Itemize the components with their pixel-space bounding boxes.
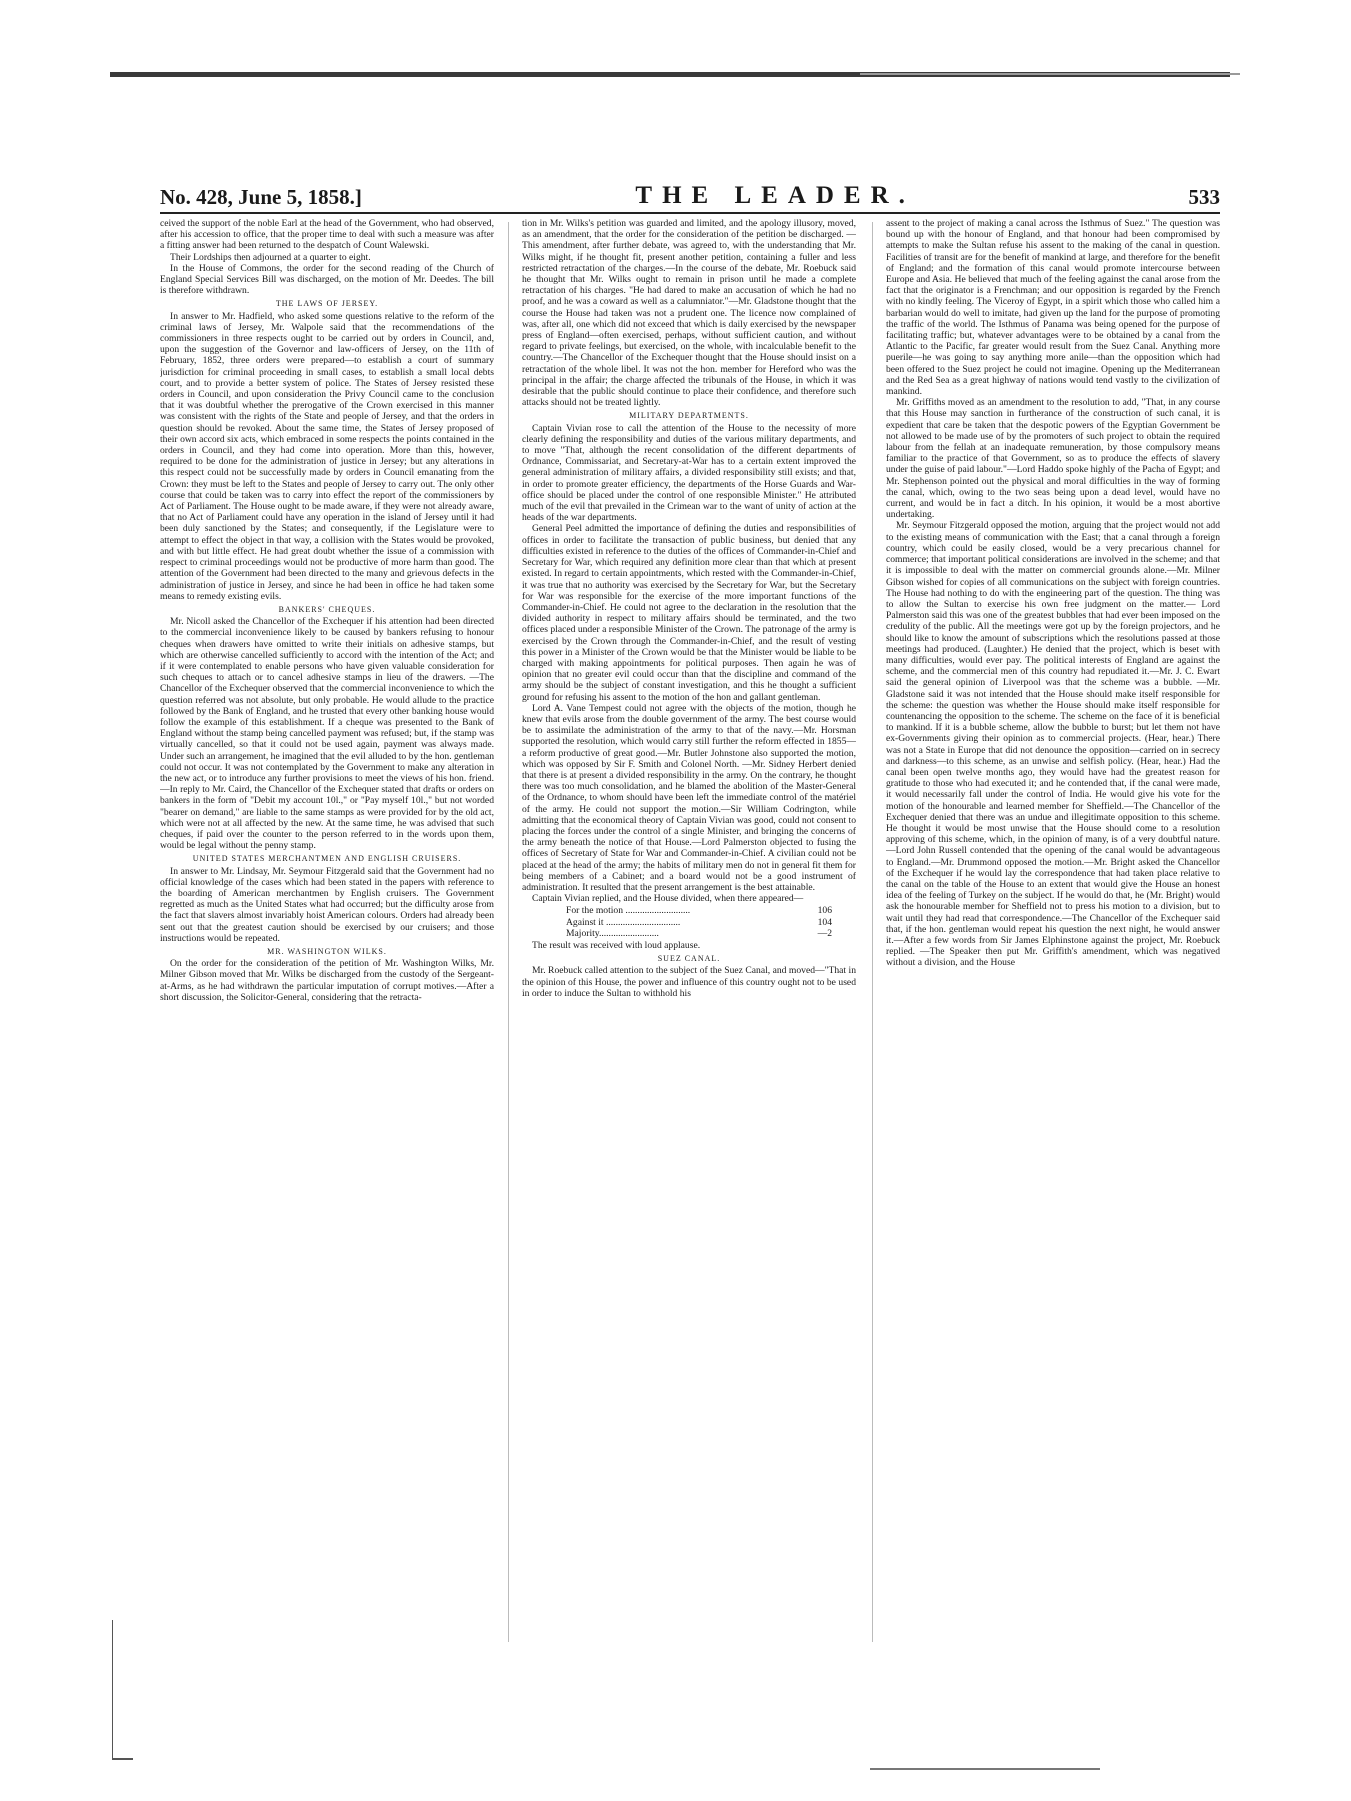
paragraph: In answer to Mr. Hadfield, who asked some questions relative to the reform of the criminal laws of Jersey, Mr. Walpole said that the recommendations of the commissioners in three respects ought to be carried out by orders in Council, and, upon the suggestion of the Governor and law-officers of Jersey, on the 11th of February, 1852, three orders were prepared—to establish a court of summary jurisdiction for criminal proceeding in small cases, to establish a small local debts court, and to provide a better system of police. The States of Jersey resisted these orders in Council, and upon consideration the Privy Council came to the conclusion that it was doubtful whether the prerogative of the Crown exercised in this manner was consistent with the rights of the State and people of Jersey, and that the orders in question should be revoked. About the same time, the States of Jersey proposed of their own accord six acts, which embraced in some respects the points contained in the orders in Council, and they had come into operation. More than this, however, required to be done for the administration of justice in Jersey; but any alterations in this respect could not be successfully made by orders in Council emanating from the Crown: they must be left to the States and people of Jersey to carry out. The only other course that could be taken was to carry into effect the report of the commissioners by Act of Parliament. The House ought to be made aware, if they were not already aware, that no Act of Parliament could have any operation in the island of Jersey until it had been duly sanctioned by the States; and consequently, if the Legislature were to attempt to effect the object in that way, a collision with the States would be provoked, and with but little effect. He had great doubt whether the issue of a commission with respect to criminal proceedings would not be productive of more harm than good. The attention of the Government had been directed to the many and grievous defects in the administration of justice in Jersey, and since he had been in office he had taken some means to remedy existing evils.	[160, 310, 494, 602]
column-divider	[872, 222, 873, 1642]
section-heading-washington-wilks: MR. WASHINGTON WILKS.	[267, 947, 387, 956]
vote-count: 104	[817, 916, 832, 928]
page-header	[160, 178, 1220, 210]
vote-count: 106	[817, 905, 832, 917]
column-1	[160, 218, 494, 1658]
division-table	[522, 905, 856, 939]
paragraph: Mr. Seymour Fitzgerald opposed the motion, arguing that the project would not add to the existing means of communication with the East; that a canal through a foreign country, which could be easily closed, would be a very precarious channel for commerce; that important political considerations are involved in the scheme; and that it is impossible to deal with the matter on commercial grounds alone.—Mr. Milner Gibson wished for copies of all communications on the subject with foreign countries. The House had nothing to do with the engineering part of the question. The thing was to allow the Sultan to exercise his own free judgment on the matter.— Lord Palmerston said this was one of the greatest bubbles that had ever been imposed on the credulity of the public. All the meetings were got up by the foreign projectors, and he should like to know the amount of subscriptions which the resolutions passed at those meetings had produced. (Laughter.) He denied that the project, which is beset with many difficulties, would ever pay. The political interests of England are against the scheme, and the commercial men of this country had repudiated it.—Mr. J. C. Ewart said the general opinion of Liverpool was that the scheme was a bubble. —Mr. Gladstone said it was not intended that the House should make itself responsible for the scheme: the question was whether the House should make itself responsible for countenancing the opposition to the scheme. The scheme on the face of it is beneficial to mankind. If it is a bubble scheme, allow the bubble to burst; but let them not have ex-Governments giving their opinion as to commercial projects. (Hear, hear.) There was not a State in Europe that did not denounce the opposition—carried on in secrecy and darkness—to this scheme, as an unwise and selfish policy. (Hear, hear.) Had the canal been open twelve months ago, they would have had the greatest reason for gratitude to those who had executed it; and he contended that, if the canal were made, it would necessarily fall under the control of India. He would give his vote for the motion of the honourable and learned member for Sheffield.—The Chancellor of the Exchequer denied that there was an undue and illegitimate opposition to this scheme. He thought it would be most unwise that the House should come to a resolution approving of this scheme, which, in the opinion of many, is of a very doubtful nature.—Lord John Russell contended that the opening of the canal would be advantageous to England.—Mr. Drummond opposed the motion.—Mr. Bright asked the Chancellor of the Exchequer if he would lay the correspondence that had taken place relative to the canal on the table of the House to an extent that would give the House an honest idea of the feeling of Turkey on the subject. If he would do that, he (Mr. Bright) would ask the honourable member for Sheffield not to press his motion to a division, but to wait until they had read that correspondence.—The Chancellor of the Exchequer said that, if the hon. gentleman would repeat his question the next night, he would answer it.—After a few words from Sir James Elphinstone against the project, Mr. Roebuck replied. —The Speaker then put Mr. Griffith's amendment, which was negatived without a division, and the House	[886, 520, 1220, 969]
paragraph: assent to the project of making a canal across the Isthmus of Suez." The question was bound up with the honour of England, and that honour had been compromised by attempts to make the Sultan refuse his assent to the making of the canal in question. Facilities of transit are for the benefit of mankind at large, and therefore for the benefit of England; and the formation of this canal would promote intercourse between Europe and Asia. He believed that much of the feeling against the canal arose from the fact that the originator is a Frenchman; and our opposition is regarded by the French with no kindly feeling. The Viceroy of Egypt, in a spirit which those who called him a barbarian would do well to imitate, had given up the land for the purpose of promoting the traffic of the world. The Isthmus of Panama was being opened for the purpose of facilitating traffic; but, whatever advantages were to be obtained by a canal from the Atlantic to the Pacific, far greater would result from the Suez Canal. Anything more puerile—he was going to say anything more anile—than the opposition which had been offered to the Suez project he could not imagine. Opening up the Mediterranean and the Red Sea as a great highway of nations would tend vastly to the civilization of mankind.	[886, 218, 1220, 398]
paragraph: Mr. Roebuck called attention to the subject of the Suez Canal, and moved—"That in the opinion of this House, the power and influence of this country ought not to be used in order to induce the Sultan to withhold his	[522, 965, 856, 999]
page-number: 533	[1188, 185, 1220, 209]
paragraph: Captain Vivian rose to call the attention of the House to the necessity of more clearly defining the responsibility and duties of the various military departments, and to move "That, although the recent consolidation of the different departments of Ordnance, Commissariat, and Secretary-at-War has to a certain extent improved the general administration of military affairs, a divided responsibility still exists; and that, in order to promote greater efficiency, the departments of the Horse Guards and War-office should be placed under the control of one responsible Minister." He attributed much of the evil that prevailed in the Crimean war to the want of unity of action at the heads of the war departments.	[522, 422, 856, 524]
vote-label: Majority.........................	[566, 927, 659, 939]
article-columns	[160, 218, 1220, 1658]
paragraph: In the House of Commons, the order for the second reading of the Church of England Special Services Bill was discharged, on the motion of Mr. Deedes. The bill is therefore withdrawn.	[160, 262, 494, 297]
top-rule-secondary	[860, 73, 1240, 75]
vote-row-for	[522, 905, 856, 916]
masthead-title: THE LEADER.	[635, 182, 915, 209]
vote-count: —2	[817, 927, 832, 939]
section-heading-laws-of-jersey: THE LAWS OF JERSEY.	[275, 299, 379, 309]
paragraph: tion in Mr. Wilks's petition was guarded and limited, and the apology illusory, moved, as an amendment, that the order for the consideration of the petition be discharged. —This amendment, after further debate, was agreed to, with the understanding that Mr. Wilks might, if he thought fit, present another petition, containing a fuller and less restricted retractation of the charges.—In the course of the debate, Mr. Roebuck said he thought that Mr. Wilks ought to remain in prison until he made a complete retractation of his charges. "He had dared to make an accusation of which he had no proof, and he was a coward as well as a calumniator."—Mr. Gladstone thought that the course the House had taken was not a prudent one. The licence now complained of was, after all, one which did not exceed that which is daily exercised by the newspaper press of England—often exercised, perhaps, without sufficient caution, and without regard to private feelings, but exercised, on the whole, with incalculable benefit to the country.—The Chancellor of the Exchequer thought that the House should insist on a retractation of the whole libel. It was not the hon. member for Hereford who was the principal in the affair; the charge affected the tribunals of the House, in which it was desirable that the public should continue to place their confidence, and therefore such attacks should not be treated lightly.	[522, 218, 856, 409]
paragraph: The result was received with loud applause.	[532, 940, 701, 951]
issue-date: No. 428, June 5, 1858.]	[160, 185, 362, 209]
section-heading-suez-canal: SUEZ CANAL.	[657, 954, 721, 964]
binding-mark	[112, 1620, 133, 1760]
paragraph: Their Lordships then adjourned at a quarter to eight.	[170, 251, 371, 263]
column-3	[886, 218, 1220, 1658]
paragraph: On the order for the consideration of the petition of Mr. Washington Wilks, Mr. Milner Gibson moved that Mr. Wilks be discharged from the custody of the Sergeant-at-Arms, as he had withdrawn the particular imputation of corrupt motives.—After a short discussion, the Solicitor-General, considering that the retracta-	[160, 958, 494, 1003]
column-divider	[508, 222, 509, 1642]
section-heading-military-departments: MILITARY DEPARTMENTS.	[629, 411, 749, 421]
paragraph: Captain Vivian replied, and the House divided, when there appeared—	[532, 893, 804, 905]
paragraph: Mr. Nicoll asked the Chancellor of the Exchequer if his attention had been directed to the commercial inconvenience likely to be caused by bankers refusing to honour cheques when drawers have omitted to write their initials on adhesive stamps, but which are otherwise cancelled sufficiently to accord with the intention of the Act; and if it were contemplated to enable persons who have given valuable consideration for such cheques to attach or to cancel adhesive stamps in lieu of the drawers. —The Chancellor of the Exchequer observed that the commercial inconvenience to which the question referred was not absolute, but only probable. He would allude to the practice followed by the Bank of England, and he trusted that every other banking house would follow the example of this establishment. If a cheque was presented to the Bank of England without the stamp being cancelled payment was refused; but, if the stamp was virtually cancelled, so that it could not be used again, payment was always made. Under such an arrangement, he imagined that the evil alluded to by the hon. gentleman could not occur. It was not contemplated by the Government to make any alteration in the new act, or to introduce any further provisions to meet the views of his hon. friend.—In reply to Mr. Caird, the Chancellor of the Exchequer stated that drafts or orders on bankers in the form of "Debit my account 10l.," or "Pay myself 10l.," but not worded "bearer on demand," are liable to the same stamps as were provided for by the old act, which were not at all affected by the new. At the same time, he was advised that such cheques, if paid over the counter to the person referred to in the words upon them, would be legal without the penny stamp.	[160, 616, 494, 852]
section-heading-united-states-merchantmen: UNITED STATES MERCHANTMEN AND ENGLISH CRUISERS.	[192, 854, 462, 864]
header-rule	[160, 212, 1220, 214]
vote-label: Against it ...............................	[566, 916, 681, 928]
paragraph: In answer to Mr. Lindsay, Mr. Seymour Fitzgerald said that the Government had no official knowledge of the cases which had been stated in the papers with reference to the boarding of American merchantmen by English cruisers. The Government regretted as much as the United States what had occurred; but the difficulty arose from the fact that slavers almost invariably hoist American colours. Orders had already been sent out that the greatest caution should be exercised by our cruisers; and those instructions would be repeated.	[160, 865, 494, 944]
footer-rule	[870, 1768, 1100, 1770]
paragraph: Mr. Griffiths moved as an amendment to the resolution to add, "That, in any course that this House may sanction in furtherance of the construction of such canal, it is expedient that care be taken that the despotic powers of the Egyptian Government be not allowed to be made use of by the promoters of such project to obtain the required labour from the fellah at an inadequate remuneration, by those compulsory means familiar to the practice of that Government, so as to produce the effects of slavery under the guise of paid labour."—Lord Haddo spoke highly of the Pacha of Egypt; and Mr. Stephenson pointed out the physical and moral difficulties in the way of forming the canal, which, owing to the two seas being upon a dead level, would have no current, and would be in fact a ditch. In his opinion, it would be a most abortive undertaking.	[886, 397, 1220, 521]
vote-label: For the motion ...........................	[566, 905, 691, 917]
vote-row-against	[522, 917, 856, 928]
paragraph: Lord A. Vane Tempest could not agree with the objects of the motion, though he knew that evils arose from the double government of the army. The best course would be to assimilate the administration of the army to that of the navy.—Mr. Horsman supported the resolution, which would carry still further the reform effected in 1855—a reform productive of great good.—Mr. Butler Johnstone also supported the motion, which was opposed by Sir F. Smith and Colonel North. —Mr. Sidney Herbert denied that there is at present a divided responsibility in the army. On the contrary, he thought there was too much consolidation, and he blamed the abolition of the Master-General of the Ordnance, to whom should have been left the immediate control of the matériel of the army. He could not support the motion.—Sir William Codrington, while admitting that the economical theory of Captain Vivian was good, could not consent to placing the forces under the control of a single Minister, and bringing the concerns of the army beneath the notice of that House.—Lord Palmerston objected to fusing the offices of Secretary of State for War and Commander-in-Chief. A civilian could not be placed at the head of the army; the habits of military men do not in general fit them for being members of a Cabinet; and a board would not be a good instrument of administration. It resulted that the present arrangement is the best attainable.	[522, 702, 856, 893]
paragraph: ceived the support of the noble Earl at the head of the Government, who had observed, after his accession to office, that the proper time to deal with such a measure was after a fitting answer had been returned to the despatch of Count Walewski.	[160, 218, 494, 252]
paragraph: General Peel admitted the importance of defining the duties and responsibilities of offices in order to facilitate the transaction of public business, but denied that any difficulties existed in reference to the duties of the offices of Commander-in-Chief and Secretary for War, which required any definition more clear than that which at present existed. In regard to certain appointments, which rested with the Commander-in-Chief, it was true that no authority was exercised by the Secretary for War, but the Secretary for War was responsible for the exercise of the more important functions of the Commander-in-Chief. He could not agree to the declaration in the resolution that the divided authority in respect to military affairs should be terminated, and the two offices placed under a responsible Minister of the Crown. The patronage of the army is exercised by the Crown through the Commander-in-Chief, and the result of vesting this power in a Minister of the Crown would be that the Minister would be liable to be charged with making appointments for political purposes. Then again he was of opinion that no greater evil could occur than that the discipline and command of the army should be the subject of constant investigation, and this he thought a sufficient ground for refusing his assent to the motion of the hon and gallant gentleman.	[522, 523, 856, 703]
vote-row-majority	[522, 928, 856, 939]
column-2	[522, 218, 856, 1658]
section-heading-bankers-cheques: BANKERS' CHEQUES.	[278, 604, 376, 614]
